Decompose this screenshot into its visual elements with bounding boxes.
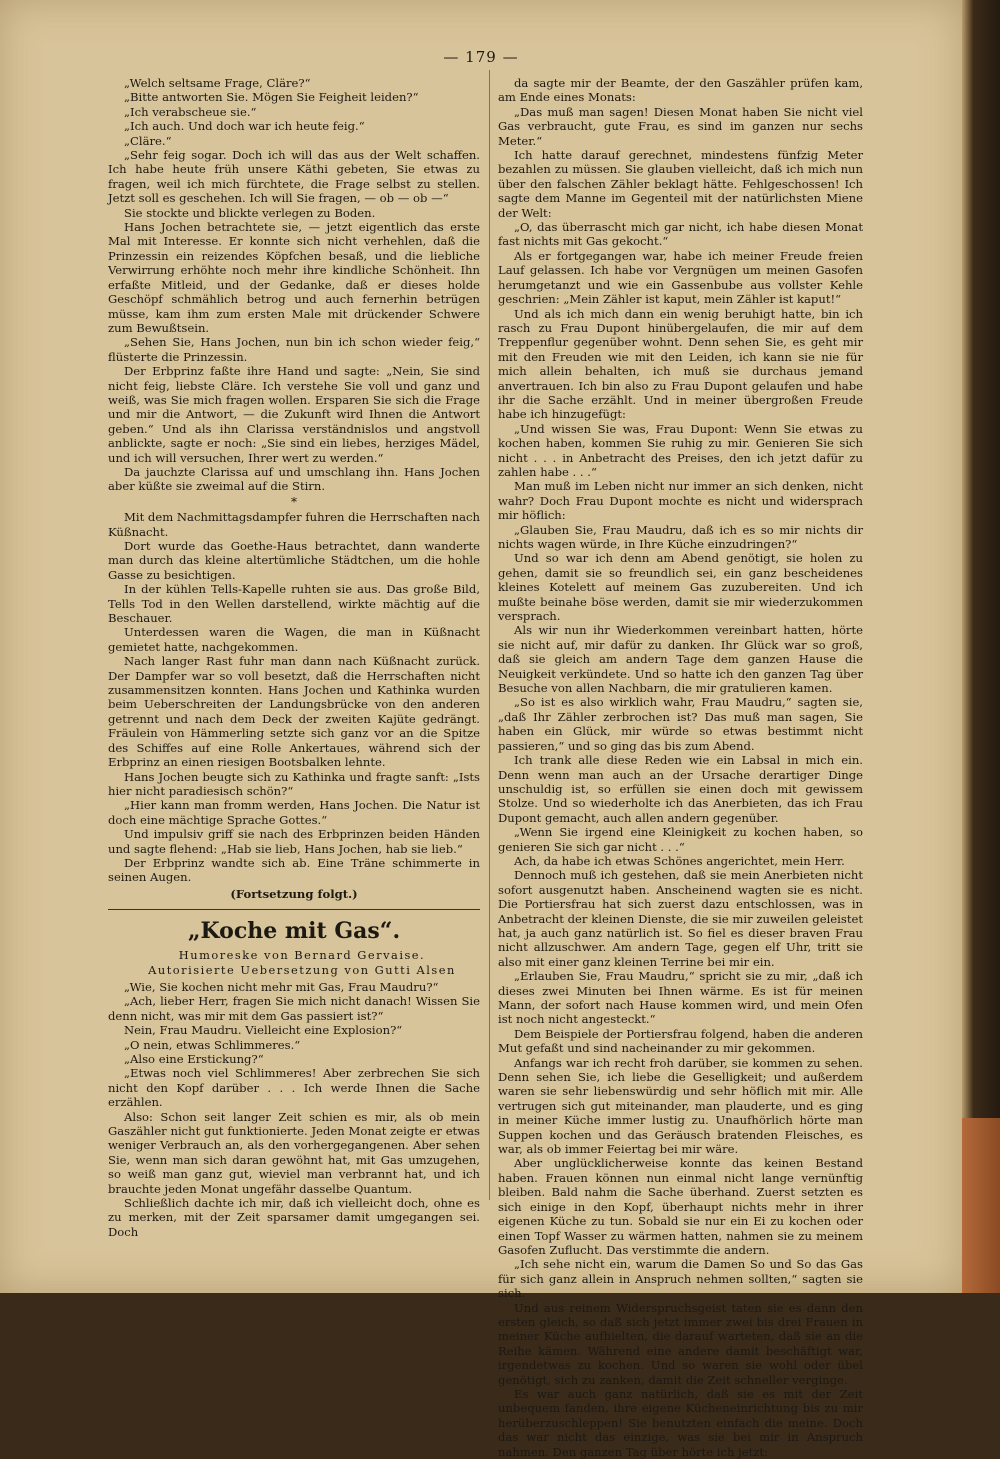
humoresque-text xyxy=(108,980,480,1239)
paragraph: Aber unglücklicherweise konnte das keinen Bestand haben. Frauen können nun einmal nicht lange vernünftig bleiben. Bald nahm die Sache überhand. Zuerst setzten es sich einige in den Kopf, überhaupt nichts mehr in ihrer eigenen Küche zu tun. Sobald sie nur ein Ei zu kochen oder einen Topf Wasser zu wärmen hatten, nahmen sie zu meinem Gasofen Zuflucht. Das verstimmte die andern. xyxy=(498,1156,863,1257)
paragraph: Dem Beispiele der Portiersfrau folgend, haben die anderen Mut gefaßt und sind nacheinander zu mir gekommen. xyxy=(498,1026,863,1056)
paragraph: Sie stockte und blickte verlegen zu Boden. xyxy=(124,205,376,220)
paragraph: „Glauben Sie, Frau Maudru, daß ich es so mir nichts dir nichts wagen würde, in Ihre Küche einzudringen?“ xyxy=(498,522,863,551)
paragraph: Als er fortgegangen war, habe ich meiner Freude freien Lauf gelassen. Ich habe vor Vergnügen um meinen Gasofen herumgetanzt und wie ein Gassenbube aus vollster Kehle geschrien: „Mein Zähler ist kaput, mein Zähler ist kaput!“ xyxy=(498,248,863,307)
serial-story-text xyxy=(108,76,480,494)
paragraph: Unterdessen waren die Wagen, die man in Küßnacht gemietet hatte, nachgekommen. xyxy=(108,625,480,654)
paragraph: „Also eine Erstickung?“ xyxy=(124,1052,264,1066)
continuation-note: (Fortsetzung folgt.) xyxy=(230,886,358,901)
right-column xyxy=(498,76,863,1459)
paragraph: „Hier kann man fromm werden, Hans Jochen. Die Natur ist doch eine mächtige Sprache Gottes.“ xyxy=(108,798,480,827)
story-author: Humoreske von Bernard Gervaise. xyxy=(178,948,426,963)
paragraph: Und impulsiv griff sie nach des Erbprinzen beiden Händen und sagte flehend: „Hab sie lieb, Hans Jochen, hab sie lieb.“ xyxy=(108,827,480,856)
paragraph: Es war auch ganz natürlich, daß sie es mit der Zeit unbequem fanden, ihre eigene Kücheneinrichtung bis zu mir herüberzuschleppen! Sie benutzten einfach die meine. Doch das war nicht das einzige, was sie bei mir in Anspruch nahmen. Den ganzen Tag über hörte ich jetzt: xyxy=(498,1386,863,1459)
story-title: „Koche mit Gas“. xyxy=(187,918,401,945)
section-rule xyxy=(108,909,480,910)
paragraph: Dort wurde das Goethe-Haus betrachtet, dann wanderte man durch das kleine altertümliche Städtchen, um die hohle Gasse zu besichtigen. xyxy=(108,539,480,582)
paragraph: „Das muß man sagen! Diesen Monat haben Sie nicht viel Gas verbraucht, gute Frau, es sind im ganzen nur sechs Meter.“ xyxy=(498,104,863,148)
left-column xyxy=(108,76,480,1239)
spine-band xyxy=(962,1118,1000,1293)
paragraph: „Und wissen Sie was, Frau Dupont: Wenn Sie etwas zu kochen haben, kommen Sie ruhig zu mir. Genieren Sie sich nicht . . . in Anbetracht des Preises, den ich jetzt dafür zu zahlen habe . . .“ xyxy=(498,421,863,479)
serial-story-text-continued xyxy=(108,510,480,885)
paragraph: „Welch seltsame Frage, Cläre?“ xyxy=(124,76,311,90)
paragraph: „Bitte antworten Sie. Mögen Sie Feigheit leiden?“ xyxy=(124,90,419,105)
paragraph: „Cläre.“ xyxy=(124,133,172,148)
paragraph: Dennoch muß ich gestehen, daß sie mein Anerbieten nicht sofort ausgenutzt haben. Anscheinend wagten sie es nicht. Die Portiersfrau hat sich zuerst dazu entschlossen, was in Anbetracht der kleinen Dienste, die sie mir zuweilen geleistet hat, ja auch ganz natürlich ist. So fiel es dieser braven Frau nicht allzuschwer. Am andern Tage, gegen elf Uhr, tritt sie also mit einer ganz kleinen Terrine bei mir ein. xyxy=(498,868,863,969)
paragraph: Da jauchzte Clarissa auf und umschlang ihn. Hans Jochen aber küßte sie zweimal auf die Stirn. xyxy=(108,464,480,494)
section-separator: * xyxy=(291,494,297,509)
paragraph: „Ich sehe nicht ein, warum die Damen So und So das Gas für sich ganz allein in Anspruch nehmen sollten,“ sagten sie sich. xyxy=(498,1257,863,1301)
paragraph: „Etwas noch viel Schlimmeres! Aber zerbrechen Sie sich nicht den Kopf darüber . . . Ich werde Ihnen die Sache erzählen. xyxy=(108,1066,480,1110)
paragraph: da sagte mir der Beamte, der den Gaszähler prüfen kam, am Ende eines Monats: xyxy=(498,76,863,105)
paragraph: „Sehen Sie, Hans Jochen, nun bin ich schon wieder feig,“ flüsterte die Prinzessin. xyxy=(108,335,480,364)
story-translation: Autorisierte Uebersetzung von Gutti Alsen xyxy=(148,962,456,977)
paragraph: „Wie, Sie kochen nicht mehr mit Gas, Frau Maudru?“ xyxy=(124,979,439,994)
paragraph: Man muß im Leben nicht nur immer an sich denken, nicht wahr? Doch Frau Dupont mochte es nicht und widersprach mir höflich: xyxy=(498,479,863,523)
column-divider xyxy=(489,70,490,1200)
humoresque-text-continued xyxy=(498,76,863,1459)
book-spine xyxy=(962,0,1000,1293)
paragraph: Also: Schon seit langer Zeit schien es mir, als ob mein Gaszähler nicht gut funktionierte. Jeden Monat zeigte er etwas weniger Verbrauch an, als den vorhergegangenen. Aber sehen Sie, wenn man sich daran gewöhnt hat, mit Gas umzugehen, so weiß man ganz gut, wieviel man verbrannt hat, und ich brauchte jeden Monat ungefähr dasselbe Quantum. xyxy=(108,1109,480,1196)
paragraph: Und so war ich denn am Abend genötigt, sie holen zu gehen, damit sie so freundlich sei, ein ganz bescheidenes kleines Kotelett auf meinem Gas zuzubereiten. Und ich mußte beinahe böse werden, damit sie mir wiederzukommen versprach. xyxy=(498,551,863,624)
paragraph: Hans Jochen beugte sich zu Kathinka und fragte sanft: „Ists hier nicht paradiesisch schön?“ xyxy=(108,769,480,798)
paragraph: Nein, Frau Maudru. Vielleicht eine Explosion?“ xyxy=(124,1023,403,1038)
paragraph: Ich hatte darauf gerechnet, mindestens fünfzig Meter bezahlen zu müssen. Sie glauben vielleicht, daß ich mich nun über den falschen Zähler beklagt hätte. Fehlgeschossen! Ich sagte dem Manne im Gegenteil mit der natürlichsten Miene der Welt: xyxy=(498,148,863,220)
paragraph: „Sehr feig sogar. Doch ich will das aus der Welt schaffen. Ich habe heute früh unsere Käthi gebeten, Sie etwas zu fragen, weil ich mich fürchtete, die Frage selbst zu stellen. Jetzt soll es geschehen. Ich will Sie fragen, — ob — ob —“ xyxy=(108,148,480,206)
paragraph: „O nein, etwas Schlimmeres.“ xyxy=(124,1037,301,1052)
paragraph: Und aus reinem Widerspruchsgeist taten sie es dann den ersten gleich, so daß sich jetzt immer zwei bis drei Frauen in meiner Küche aufhielten, die darauf warteten, daß sie an die Reihe kämen. Während eine andere damit beschäftigt war, irgendetwas zu kochen. Und so waren sie wohl oder übel genötigt, sich zu zanken, damit die Zeit schneller verginge. xyxy=(498,1300,863,1387)
paragraph: „Ich auch. Und doch war ich heute feig.“ xyxy=(124,119,365,134)
paragraph: Mit dem Nachmittagsdampfer fuhren die Herrschaften nach Küßnacht. xyxy=(108,510,480,539)
paragraph: Schließlich dachte ich mir, daß ich vielleicht doch, ohne es zu merken, mit der Zeit sparsamer damit umgegangen sei. Doch xyxy=(108,1196,480,1239)
paragraph: In der kühlen Tells-Kapelle ruhten sie aus. Das große Bild, Tells Tod in den Wellen darstellend, wirkte mächtig auf die Beschauer. xyxy=(108,582,480,626)
paragraph: „Wenn Sie irgend eine Kleinigkeit zu kochen haben, so genieren Sie sich gar nicht . . .“ xyxy=(498,825,863,854)
paragraph: „Erlauben Sie, Frau Maudru,“ spricht sie zu mir, „daß ich dieses zwei Minuten bei Ihnen wärme. Es ist für meinen Mann, der sofort nach Hause kommen wird, und mein Ofen ist noch nicht angesteckt.“ xyxy=(498,969,863,1027)
paragraph: Anfangs war ich recht froh darüber, sie kommen zu sehen. Denn sehen Sie, ich liebe die Geselligkeit; und außerdem waren sie sehr liebenswürdig und sehr höflich mit mir. Alle vertrugen sich gut miteinander, man plauderte, und es ging in meiner Küche immer lustig zu. Unaufhörlich hörte man Suppen kochen und das Geräusch bratenden Fleisches, es war, als ob immer Feiertag bei mir wäre. xyxy=(498,1055,863,1157)
paragraph: „Ach, lieber Herr, fragen Sie mich nicht danach! Wissen Sie denn nicht, was mir mit dem Gas passiert ist?“ xyxy=(108,994,480,1023)
paragraph: Ich trank alle diese Reden wie ein Labsal in mich ein. Denn wenn man auch an der Ursache derartiger Dinge unschuldig ist, so erfüllen sie einen doch mit gewissem Stolze. Und so wiederholte ich das Anerbieten, das ich Frau Dupont gemacht, auch allen andern gegenüber. xyxy=(498,753,863,825)
paragraph: „So ist es also wirklich wahr, Frau Maudru,“ sagten sie, „daß Ihr Zähler zerbrochen ist? Das muß man sagen, Sie haben ein Glück, mir würde so etwas bestimmt nicht passieren,“ und so ging das bis zum Abend. xyxy=(498,695,863,753)
paragraph: Und als ich mich dann ein wenig beruhigt hatte, bin ich rasch zu Frau Dupont hinübergelaufen, die mir auf dem Treppenflur gegenüber wohnt. Denn sehen Sie, es geht mir mit den Freuden wie mit den Leiden, ich kann sie nie für mich allein behalten, ich muß sie durchaus jemand anvertrauen. Ich bin also zu Frau Dupont gelaufen und habe ihr die Sache erzählt. Und in meiner übergroßen Freude habe ich hinzugefügt: xyxy=(498,306,863,422)
paragraph: Hans Jochen betrachtete sie, — jetzt eigentlich das erste Mal mit Interesse. Er konnte sich nicht verhehlen, daß die Prinzessin ein reizendes Köpfchen besaß, und die liebliche Verwirrung erhöhte noch mehr ihre kindliche Schönheit. Ihn erfaßte Mitleid, und der Gedanke, daß er dieses holde Geschöpf schmählich betrog und auch fernerhin betrügen müsse, kam ihm zum ersten Male mit drückender Schwere zum Bewußtsein. xyxy=(108,220,480,335)
paragraph: Als wir nun ihr Wiederkommen vereinbart hatten, hörte sie nicht auf, mir dafür zu danken. Ihr Glück war so groß, daß sie gleich am andern Tage dem ganzen Hause die Neuigkeit verkündete. Und so hatte ich den ganzen Tag über Besuche von allen Nachbarn, die mir gratulieren kamen. xyxy=(498,623,863,696)
paragraph: Nach langer Rast fuhr man dann nach Küßnacht zurück. Der Dampfer war so voll besetzt, daß die Herrschaften nicht zusammensitzen konnten. Hans Jochen und Kathinka wurden beim Ueberschreiten der Landungsbrücke von den anderen getrennt und nach dem Deck der zweiten Kajüte gedrängt. Fräulein von Hämmerling setzte sich ganz vor an die Spitze des Schiffes auf eine Rolle Ankertaues, während sich der Erbprinz an einen riesigen Bootsbalken lehnte. xyxy=(108,654,480,770)
paragraph: Der Erbprinz faßte ihre Hand und sagte: „Nein, Sie sind nicht feig, liebste Cläre. Ich verstehe Sie voll und ganz und weiß, was Sie mich fragen wollen. Ersparen Sie sich die Frage und mir die Antwort, — die Zukunft wird Ihnen die Antwort geben.“ Und als ihn Clarissa verständnislos und angstvoll anblickte, sagte er noch: „Sie sind ein liebes, herziges Mädel, und ich will versuchen, Ihrer wert zu werden.“ xyxy=(108,364,480,465)
paragraph: „O, das überrascht mich gar nicht, ich habe diesen Monat fast nichts mit Gas gekocht.“ xyxy=(498,220,863,249)
page-number: — 179 — xyxy=(443,48,519,66)
paragraph: „Ich verabscheue sie.“ xyxy=(124,104,257,119)
paragraph: Ach, da habe ich etwas Schönes angerichtet, mein Herr. xyxy=(514,853,845,868)
paragraph: Der Erbprinz wandte sich ab. Eine Träne schimmerte in seinen Augen. xyxy=(108,855,480,885)
